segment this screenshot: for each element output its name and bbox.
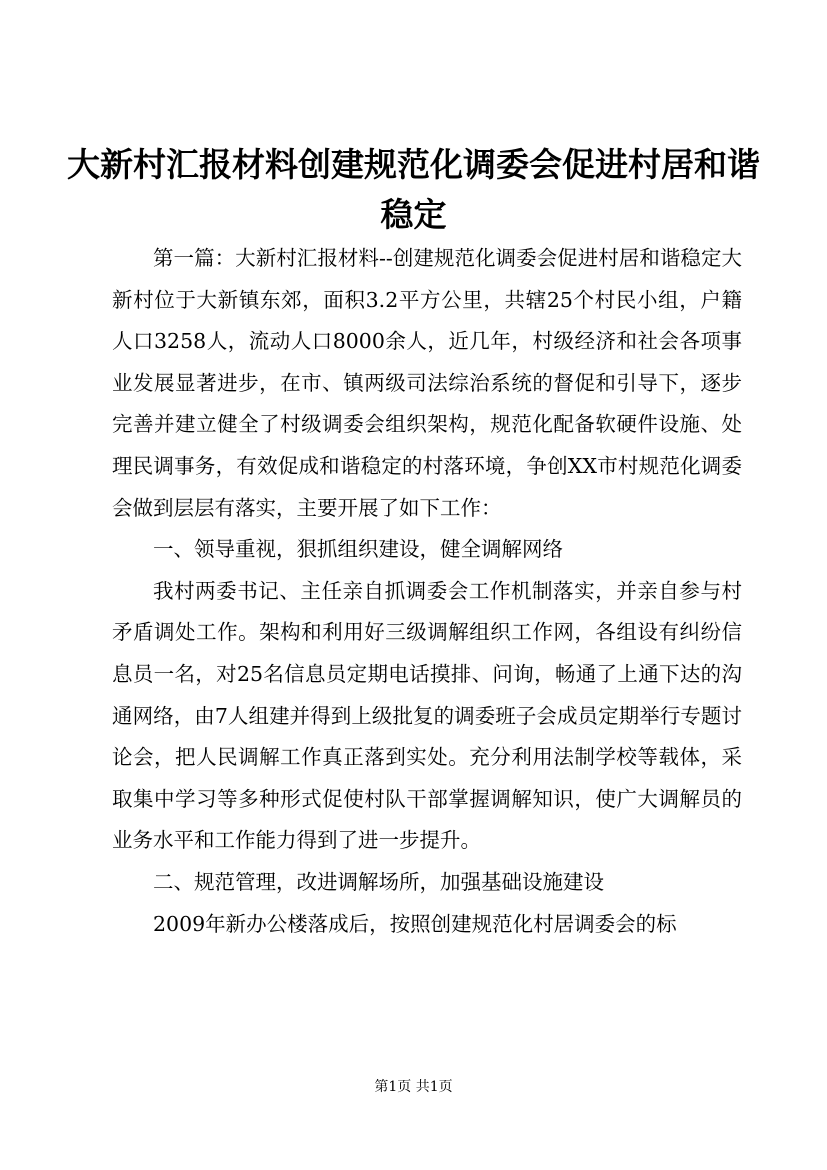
section-heading-1: 一、领导重视，狠抓组织建设，健全调解网络 <box>153 537 563 562</box>
page-footer: 第1页 共1页 <box>374 1079 453 1095</box>
document-title: 大新村汇报材料创建规范化调委会促进村居和谐稳定 <box>67 145 760 234</box>
paragraph-section-1: 我村两委书记、主任亲自抓调委会工作机制落实，并亲自参与村矛盾调处工作。架构和利用好三级调解组织工作网，各组设有纠纷信息员一名，对25名信息员定期电话摸排、问询，畅通了上通下达的沟通网络，由7人组建并得到上级批复的调委班子会成员定期举行专题讨论会，把人民调解工作真正落到实处。充分利用法制学校等载体，采取集中学习等多种形式促使村队干部掌握调解知识，使广大调解员的业务水平和工作能力得到了进一步提升。 <box>112 578 742 853</box>
document-body <box>112 238 742 945</box>
paragraph-section-2: 2009年新办公楼落成后，按照创建规范化村居调委会的标 <box>153 911 677 936</box>
section-heading-2: 二、规范管理，改进调解场所，加强基础设施建设 <box>153 869 604 894</box>
paragraph-intro: 第一篇：大新村汇报材料--创建规范化调委会促进村居和谐稳定大新村位于大新镇东郊，面积3.2平方公里，共辖25个村民小组，户籍人口3258人，流动人口8000余人，近几年，村级经济和社会各项事业发展显著进步，在市、镇两级司法综治系统的督促和引导下，逐步完善并建立健全了村级调委会组织架构，规范化配备软硬件设施、处理民调事务，有效促成和谐稳定的村落环境，争创XX市村规范化调委会做到层层有落实，主要开展了如下工作： <box>112 246 742 520</box>
